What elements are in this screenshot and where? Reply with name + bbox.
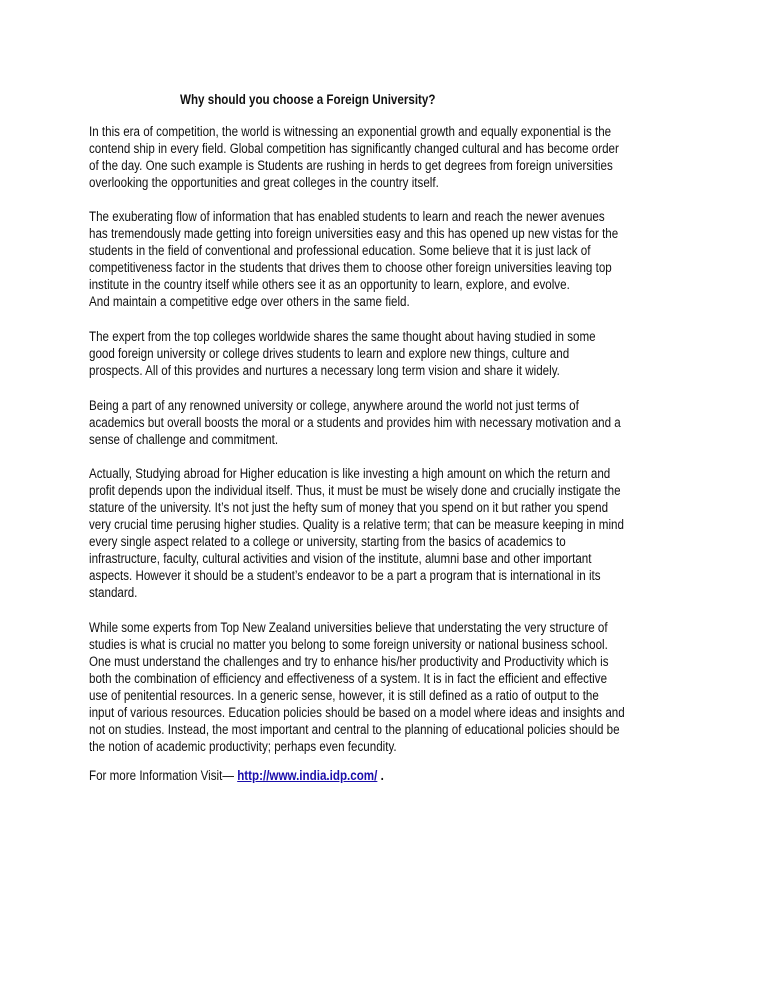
paragraph-line: not on studies. Instead, the most important and central to the planning of educational policies should be <box>89 722 620 737</box>
paragraph-line: The expert from the top colleges worldwide shares the same thought about having studied in some <box>89 329 596 344</box>
paragraph-line: overlooking the opportunities and great colleges in the country itself. <box>89 175 439 190</box>
paragraph <box>89 619 712 755</box>
paragraph-line: the notion of academic productivity; perhaps even fecundity. <box>89 739 397 754</box>
paragraph-line: Being a part of any renowned university or college, anywhere around the world not just terms of <box>89 398 579 413</box>
paragraph-line: The exuberating flow of information that has enabled students to learn and reach the newer avenues <box>89 209 605 224</box>
paragraph-line: good foreign university or college drives students to learn and explore new things, culture and <box>89 346 570 361</box>
paragraph-line: stature of the university. It’s not just the hefty sum of money that you spend on it but rather you spend <box>89 500 609 515</box>
paragraph-line: use of penitential resources. In a generic sense, however, it is still defined as a ratio of output to the <box>89 688 599 703</box>
paragraph-line: institute in the country itself while others see it as an opportunity to learn, explore, and evolve. <box>89 277 570 292</box>
more-info-label: For more Information Visit— <box>89 768 238 783</box>
paragraph <box>89 123 705 191</box>
paragraph-line: aspects. However it should be a student’s endeavor to be a part a program that is international in its <box>89 568 601 583</box>
paragraph-line: every single aspect related to a college or university, starting from the basics of academics to <box>89 534 566 549</box>
paragraph-line: students in the field of conventional and professional education. Some believe that it is just lack of <box>89 243 591 258</box>
paragraph <box>89 328 678 379</box>
paragraph-line: prospects. All of this provides and nurtures a necessary long term vision and share it widely. <box>89 363 560 378</box>
paragraph-line: both the combination of efficiency and effectiveness of a system. It is in fact the efficient and effective <box>89 671 608 686</box>
paragraph <box>89 465 711 601</box>
more-info-line <box>89 767 432 784</box>
paragraph-line: of the day. One such example is Students are rushing in herds to get degrees from foreign universities <box>89 158 613 173</box>
paragraph-line: One must understand the challenges and try to enhance his/her productivity and Productivity which is <box>89 654 609 669</box>
paragraph-line: studies is what is crucial no matter you belong to some foreign university or national business school. <box>89 637 608 652</box>
idp-link[interactable]: http://www.india.idp.com/ <box>237 768 378 783</box>
paragraph-line: profit depends upon the individual itself. Thus, it must be must be wisely done and crucially instigate the <box>89 483 621 498</box>
document-title: Why should you choose a Foreign University? <box>180 92 436 107</box>
paragraph-line: input of various resources. Education policies should be based on a model where ideas and insights and <box>89 705 625 720</box>
paragraph-line: has tremendously made getting into foreign universities easy and this has opened up new vistas for the <box>89 226 619 241</box>
paragraph-line: Actually, Studying abroad for Higher education is like investing a high amount on which the return and <box>89 466 611 481</box>
paragraph-line: standard. <box>89 585 138 600</box>
paragraph-line: contend ship in every field. Global competition has significantly changed cultural and has become order <box>89 141 619 156</box>
paragraph-line: And maintain a competitive edge over others in the same field. <box>89 294 410 309</box>
paragraph <box>89 397 707 448</box>
paragraph-line: In this era of competition, the world is witnessing an exponential growth and equally exponential is the <box>89 124 612 139</box>
more-info-suffix: . <box>377 768 384 783</box>
paragraph <box>89 208 704 310</box>
paragraph-line: very crucial time perusing higher studies. Quality is a relative term; that can be measure keeping in mind <box>89 517 624 532</box>
paragraph-line: infrastructure, faculty, cultural activities and vision of the institute, alumni base and other important <box>89 551 592 566</box>
paragraph-line: academics but overall boosts the moral or a students and provides him with necessary motivation and a <box>89 415 621 430</box>
paragraph-line: While some experts from Top New Zealand universities believe that understating the very structure of <box>89 620 608 635</box>
paragraph-line: competitiveness factor in the students that drives them to choose other foreign universities leaving top <box>89 260 612 275</box>
paragraph-line: sense of challenge and commitment. <box>89 432 279 447</box>
